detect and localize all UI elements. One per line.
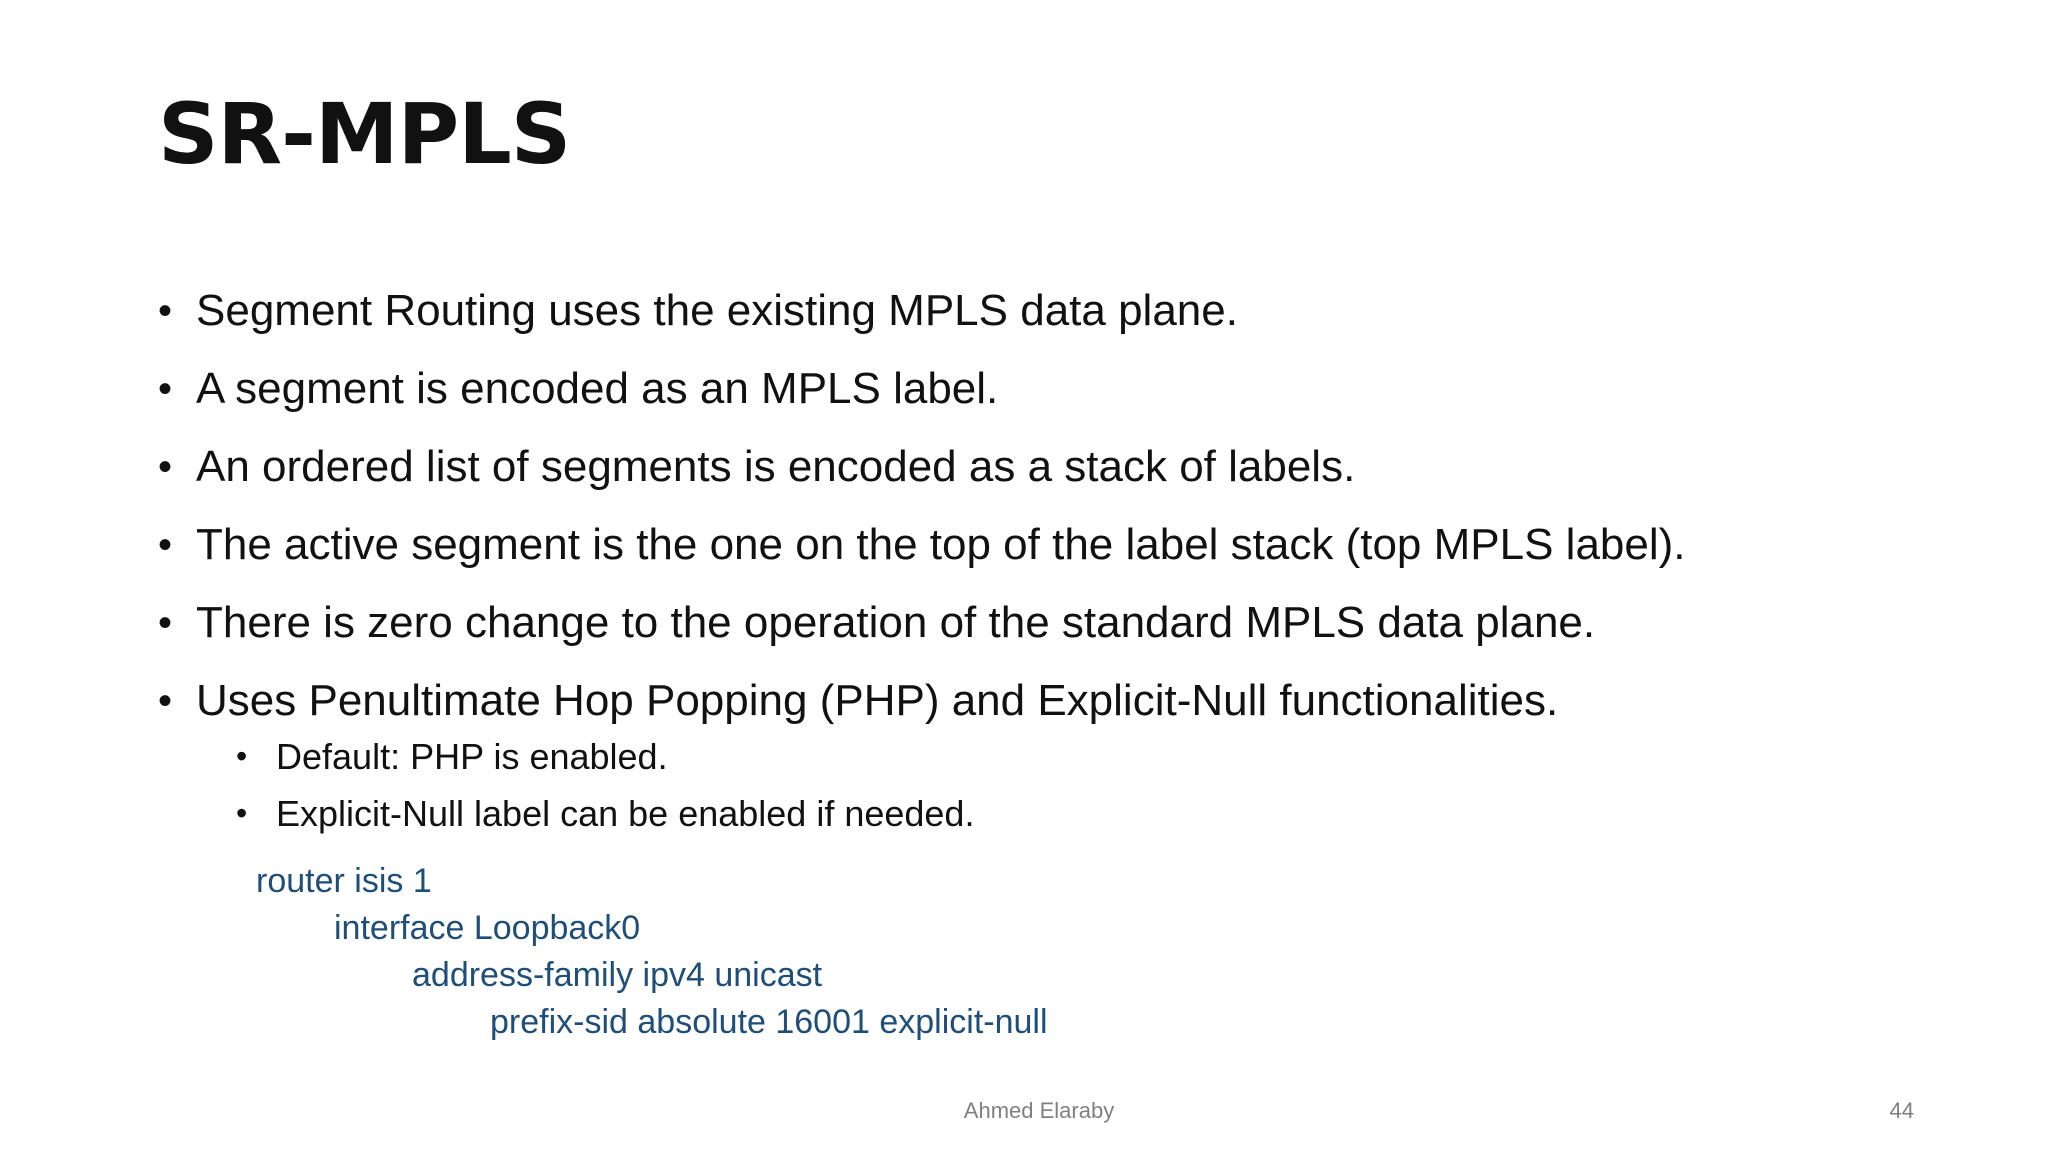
bullet-glyph: • [158,523,173,567]
page-number: 44 [1889,1098,1914,1123]
bullet-text: Segment Routing uses the existing MPLS data plane. [196,286,1238,335]
sub-bullet-text: Explicit-Null label can be enabled if needed. [276,793,975,834]
bullet-text: The active segment is the one on the top of the label stack (top MPLS label). [196,520,1686,569]
slide-title: SR-MPLS [158,85,571,183]
bullet-text: A segment is encoded as an MPLS label. [196,364,999,413]
config-line: interface Loopback0 [334,909,641,947]
footer-author: Ahmed Elaraby [963,1098,1115,1123]
bullet-item [158,350,1686,428]
bullet-glyph: • [158,289,173,333]
bullet-item [158,506,1686,584]
bullet-text: An ordered list of segments is encoded as a stack of labels. [196,442,1356,491]
config-snippet [256,858,1048,1046]
sub-bullet-text: Default: PHP is enabled. [276,736,668,777]
bullet-item [158,428,1686,506]
bullet-text: There is zero change to the operation of the standard MPLS data plane. [196,598,1596,647]
bullet-glyph: • [236,738,248,774]
bullet-glyph: • [158,445,173,489]
sub-bullet-list [236,728,974,842]
config-line: router isis 1 [256,862,432,900]
bullet-item [158,272,1686,350]
bullet-glyph: • [158,601,173,645]
config-line: prefix-sid absolute 16001 explicit-null [490,1003,1048,1041]
bullet-text: Uses Penultimate Hop Popping (PHP) and Explicit-Null functionalities. [196,676,1559,725]
bullet-glyph: • [236,795,248,831]
sub-bullet-item [236,785,974,842]
bullet-glyph: • [158,679,173,723]
bullet-item [158,584,1686,662]
sub-bullet-item [236,728,974,785]
config-line: address-family ipv4 unicast [412,956,823,994]
bullet-list [158,272,1686,740]
bullet-glyph: • [158,367,173,411]
